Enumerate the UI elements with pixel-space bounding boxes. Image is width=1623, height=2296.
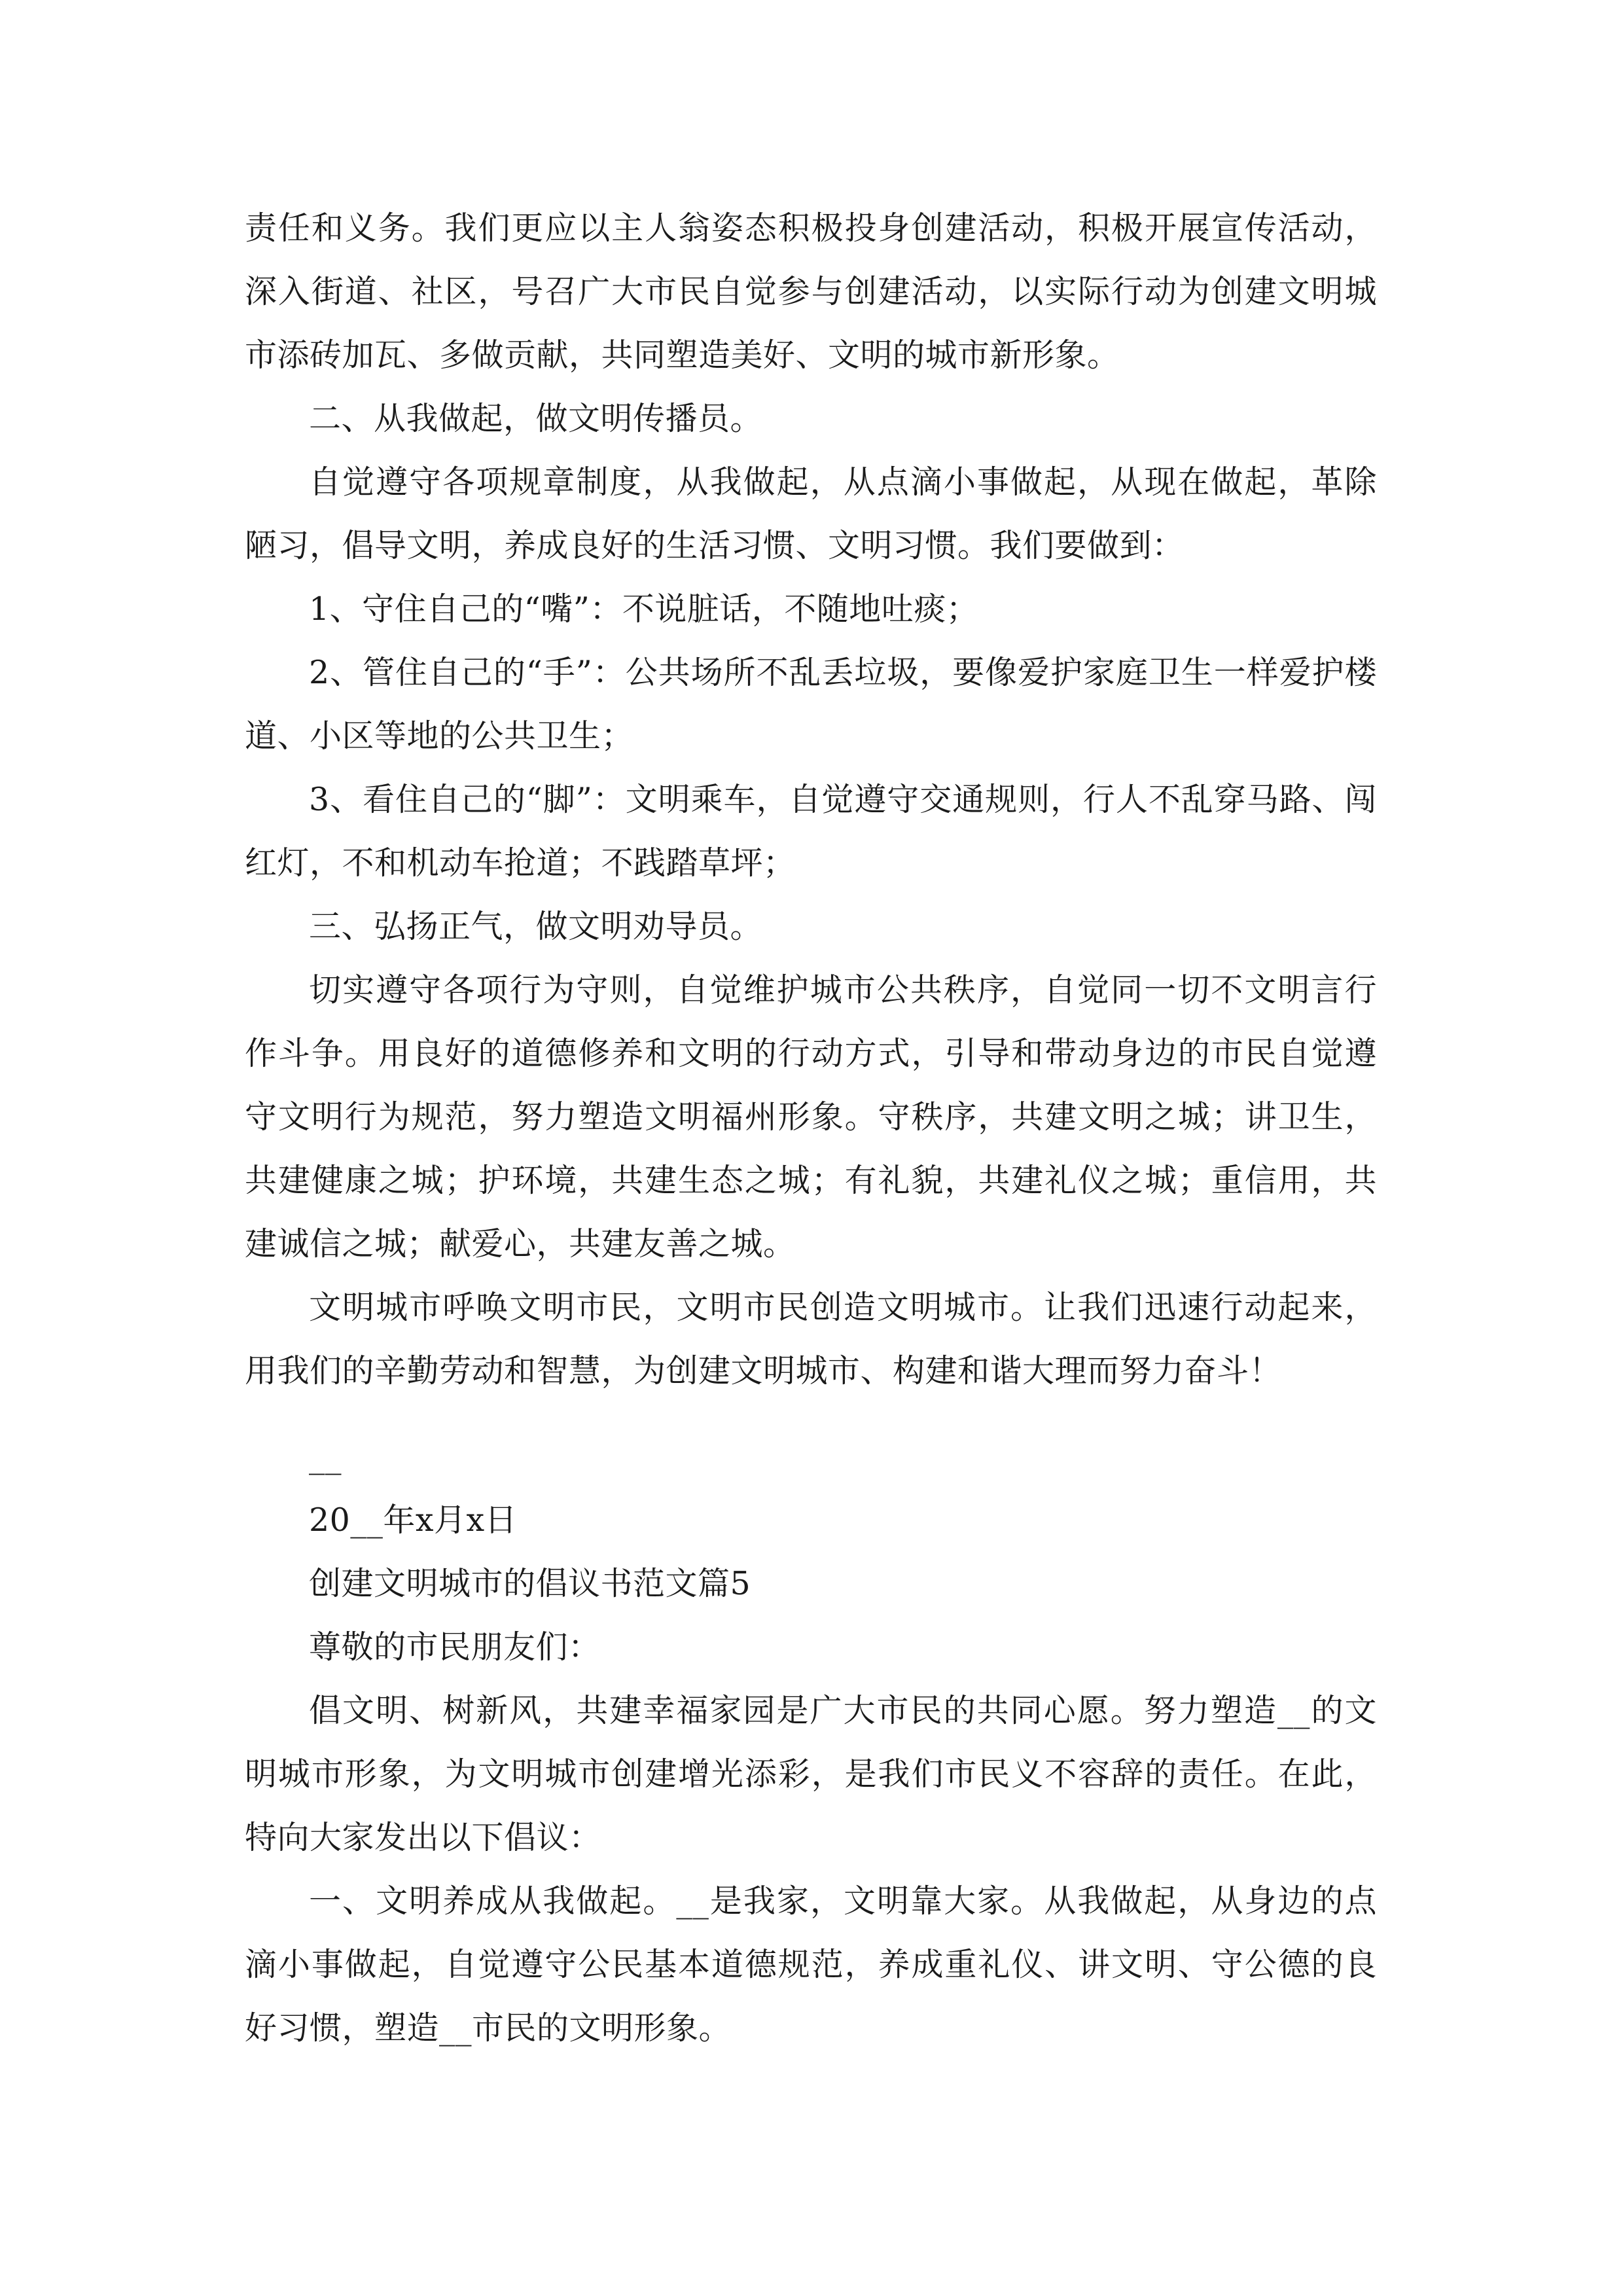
- list-item-mouth: 1、守住自己的“嘴”：不说脏话，不随地吐痰；: [309, 590, 979, 628]
- list-item-hand: 2、管住自己的“手”：公共场所不乱丢垃圾，要像爱护家庭卫生一样爱护楼道、小区等地的公共卫生；: [245, 654, 1377, 755]
- paragraph-closing: 文明城市呼唤文明市民，文明市民创造文明城市。让我们迅速行动起来，用我们的辛勤劳动和智慧，为创建文明城市、构建和谐大理而努力奋斗！: [245, 1289, 1377, 1390]
- heading-section-two: 二、从我做起，做文明传播员。: [309, 400, 763, 437]
- salutation: 尊敬的市民朋友们：: [309, 1628, 601, 1666]
- paragraph-intro: 倡文明、树新风，共建幸福家园是广大市民的共同心愿。努力塑造__的文明城市形象，为文明城市创建增光添彩，是我们市民义不容辞的责任。在此，特向大家发出以下倡议：: [245, 1692, 1377, 1856]
- heading-section-three: 三、弘扬正气，做文明劝导员。: [309, 908, 763, 945]
- list-item-foot: 3、看住自己的“脚”：文明乘车，自觉遵守交通规则，行人不乱穿马路、闯红灯，不和机动车抢道；不践踏草坪；: [245, 781, 1377, 882]
- paragraph-rules: 自觉遵守各项规章制度，从我做起，从点滴小事做起，从现在做起，革除陋习，倡导文明，养成良好的生活习惯、文明习惯。我们要做到：: [245, 463, 1377, 564]
- paragraph-responsibility: 责任和义务。我们更应以主人翁姿态积极投身创建活动，积极开展宣传活动，深入街道、社区，号召广大市民自觉参与创建活动，以实际行动为创建文明城市添砖加瓦、多做贡献，共同塑造美好、文明的城市新形象。: [245, 209, 1377, 374]
- article-title: 创建文明城市的倡议书范文篇5: [309, 1565, 751, 1602]
- paragraph-conduct: 切实遵守各项行为守则，自觉维护城市公共秩序，自觉同一切不文明言行作斗争。用良好的道德修养和文明的行动方式，引导和带动身边的市民自觉遵守文明行为规范，努力塑造文明福州形象。守秩序，共建文明之城；讲卫生，共建健康之城；护环境，共建生态之城；有礼貌，共建礼仪之城；重信用，共建诚信之城；献爱心，共建友善之城。: [245, 971, 1377, 1263]
- document-body: [245, 196, 1377, 2060]
- paragraph-point-one: 一、文明养成从我做起。__是我家，文明靠大家。从我做起，从身边的点滴小事做起，自觉遵守公民基本道德规范，养成重礼仪、讲文明、守公德的良好习惯，塑造__市民的文明形象。: [245, 1882, 1377, 2047]
- signature-blank: __: [309, 1438, 342, 1475]
- date-line: 20__年x月x日: [309, 1501, 518, 1539]
